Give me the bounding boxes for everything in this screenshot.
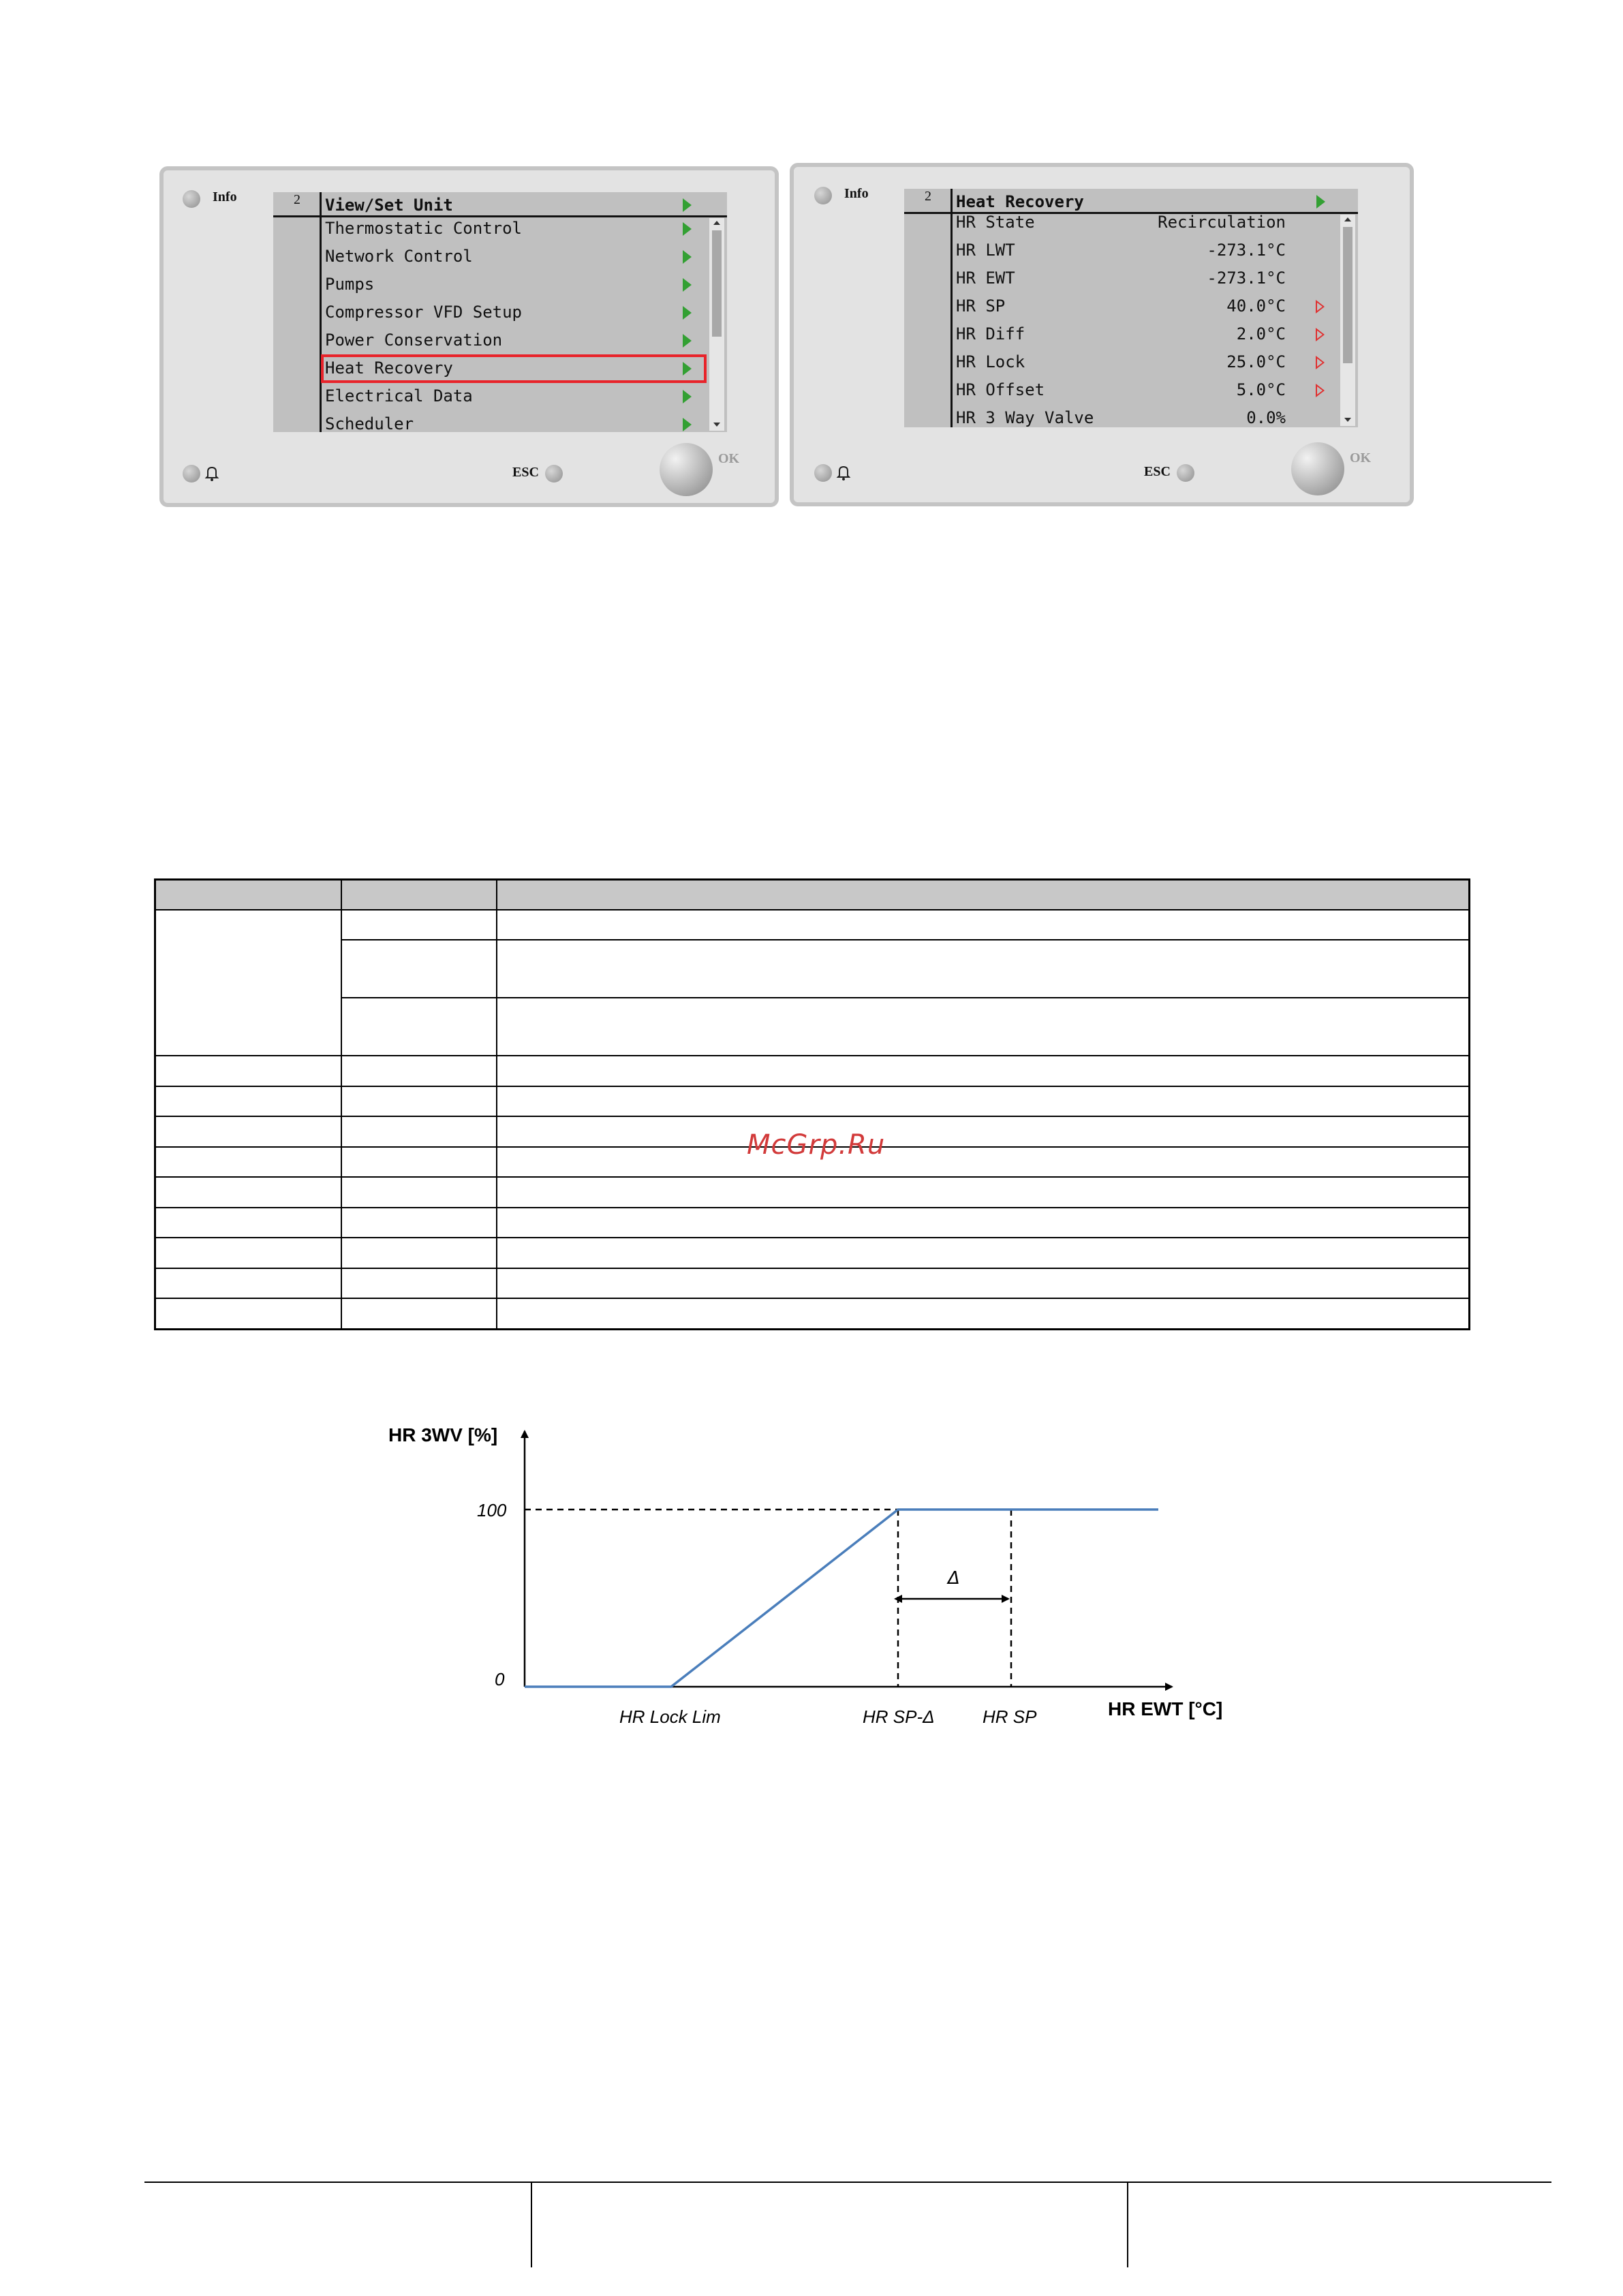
lcd-screen [273,192,727,432]
chevron-right-icon [683,250,692,264]
ok-label: OK [1350,450,1372,465]
scroll-down-icon[interactable] [1344,418,1351,422]
table-row-divider [154,1328,1470,1330]
esc-label: ESC [1144,464,1171,479]
hmi-panel-right [790,163,1414,506]
table-border [1468,878,1470,1330]
y-axis-label: HR 3WV [%] [388,1424,498,1445]
x-tick-label: HR Lock Lim [619,1706,721,1727]
param-label[interactable]: HR Offset [956,380,1045,399]
param-label[interactable]: HR Diff [956,324,1025,343]
ok-button[interactable] [1291,442,1344,495]
y-tick-label: 0 [495,1669,505,1689]
param-value: 0.0% [1246,408,1286,427]
param-value[interactable]: 2.0°C [1236,324,1286,343]
table-header-row [155,879,1469,910]
param-label: HR LWT [956,241,1015,260]
screen-number: 2 [294,192,300,207]
delta-label: Δ [948,1568,960,1589]
table-border [154,878,156,1330]
bell-icon [835,463,852,481]
param-label[interactable]: HR SP [956,296,1006,316]
esc-button[interactable] [1177,464,1194,482]
menu-item[interactable]: Pumps [325,275,375,294]
footer-rule [144,2182,1551,2183]
param-value: Recirculation [1158,213,1286,232]
y-tick-label: 100 [477,1500,507,1520]
esc-label: ESC [512,465,539,480]
alarm-button[interactable] [814,464,832,482]
param-label: HR State [956,213,1035,232]
hr-3wv-chart [368,1411,1254,1751]
table-row-divider [154,1086,1470,1087]
info-label: Info [844,186,869,201]
info-label: Info [213,189,237,204]
table-row-divider [154,1237,1470,1238]
menu-item[interactable]: Network Control [325,247,473,266]
table-column-divider [496,878,497,1330]
screen-title: View/Set Unit [325,196,453,215]
table-row-divider [154,1268,1470,1269]
param-value[interactable]: 5.0°C [1236,380,1286,399]
info-button[interactable] [814,187,832,204]
title-arrow-icon [1316,195,1325,209]
chevron-right-icon [683,390,692,403]
param-label: HR EWT [956,269,1015,288]
scroll-thumb[interactable] [1343,227,1352,363]
edit-arrow-icon[interactable] [1316,384,1325,397]
table-row-divider [341,997,1470,998]
screen-number: 2 [925,189,931,204]
edit-arrow-icon[interactable] [1316,356,1325,369]
chevron-right-icon [683,334,692,348]
chevron-right-icon [683,222,692,236]
hmi-panel-left [159,166,779,507]
param-label: HR 3 Way Valve [956,408,1094,427]
info-button[interactable] [183,190,200,208]
scrollbar[interactable] [709,218,724,431]
menu-item[interactable]: Electrical Data [325,386,473,405]
watermark: McGrp.Ru [747,1129,886,1161]
bell-icon [203,464,221,482]
screen-title: Heat Recovery [956,192,1084,211]
chevron-right-icon [683,278,692,292]
alarm-button[interactable] [183,465,200,483]
param-value[interactable]: 25.0°C [1226,352,1286,371]
menu-item[interactable]: Compressor VFD Setup [325,303,522,322]
series-line [525,1510,1158,1687]
param-value[interactable]: 40.0°C [1226,296,1286,316]
x-axis-label: HR EWT [°C] [1108,1698,1223,1719]
menu-item-selected[interactable]: Heat Recovery [325,358,453,378]
gutter-divider [320,192,322,432]
esc-button[interactable] [545,465,563,483]
menu-item[interactable]: Scheduler [325,414,414,433]
footer-divider [1127,2183,1128,2267]
param-label[interactable]: HR Lock [956,352,1025,371]
table-row-divider [154,1298,1470,1299]
title-arrow-icon [683,198,692,212]
scroll-down-icon[interactable] [713,423,720,427]
table-row-divider [154,1176,1470,1178]
table-column-divider [341,878,342,1330]
lcd-screen [904,189,1358,427]
param-value: -273.1°C [1207,269,1286,288]
table-row-divider [154,1116,1470,1117]
gutter-divider [950,189,953,427]
footer-divider [531,2183,532,2267]
scroll-up-icon[interactable] [1344,217,1351,221]
table-row-divider [154,878,1470,881]
param-value: -273.1°C [1207,241,1286,260]
x-tick-label: HR SP [983,1706,1037,1727]
menu-item[interactable]: Thermostatic Control [325,219,522,238]
table-row-divider [341,939,1470,940]
chevron-right-icon [683,418,692,431]
ok-button[interactable] [660,443,713,496]
edit-arrow-icon[interactable] [1316,328,1325,341]
scroll-up-icon[interactable] [713,221,720,225]
table-row-divider [154,1055,1470,1056]
table-row-divider [154,1207,1470,1208]
chevron-right-icon [683,306,692,320]
edit-arrow-icon[interactable] [1316,300,1325,313]
title-underline [273,215,727,217]
menu-item[interactable]: Power Conservation [325,331,503,350]
ok-label: OK [718,451,740,466]
table-row-divider [154,909,1470,910]
scroll-thumb[interactable] [712,230,722,337]
scrollbar[interactable] [1340,215,1355,426]
selection-highlight [321,354,707,383]
x-tick-label: HR SP-Δ [863,1706,935,1727]
